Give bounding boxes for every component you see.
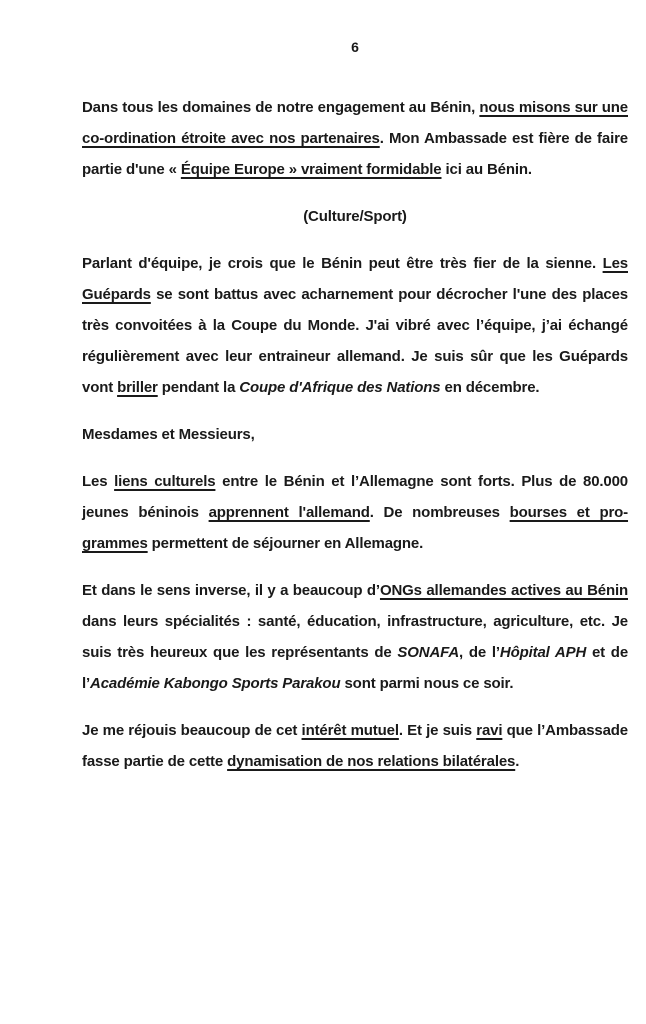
text-run: Les <box>82 473 115 490</box>
italic-text: Hôpital APH <box>499 644 587 661</box>
text-run: Parlant d'équipe, je crois que le Bénin peut être très fier de la sienne. <box>82 255 603 272</box>
text-run: Je me réjouis beaucoup de cet <box>82 722 302 739</box>
text-run: Et dans le sens inverse, il y a beaucoup d’ <box>82 582 380 599</box>
paragraph-guepards <box>82 248 628 403</box>
paragraph-salutation: Mesdames et Messieurs, <box>82 426 255 443</box>
underlined-text: nous misons sur une co-ordination étroite avec nos partenaires <box>82 99 628 147</box>
paragraph-liens-culturels <box>82 466 628 559</box>
italic-text: Coupe d'Afrique des Nations <box>239 379 441 396</box>
underlined-text: briller <box>117 379 158 396</box>
text-run: entre le Bénin et l’Allemagne sont forts. Plus de 80.000 jeunes béninois <box>82 473 628 521</box>
text-run: Dans tous les domaines de notre engagement au Bénin, <box>82 99 480 116</box>
underlined-text: ONGs allemandes actives au Bénin <box>379 582 628 599</box>
text-run: se sont battus avec acharnement pour décrocher l'une des places très convoitées à la Coupe du Monde. J'ai vibré avec l’équipe, j’ai échangé régulièrement avec leur entraineur allemand. Je suis sûr que les Guépards vont <box>82 286 628 396</box>
text-run: pendant la <box>157 379 240 396</box>
text-run: , de l’ <box>459 644 500 661</box>
section-heading: (Culture/Sport) <box>303 208 407 225</box>
text-run: sont parmi nous ce soir. <box>340 675 514 692</box>
underlined-text: liens culturels <box>114 473 216 490</box>
text-run: . Mon Ambassade est fière de faire partie d'une « <box>82 130 628 178</box>
italic-text: Académie Kabongo Sports Parakou <box>90 675 341 692</box>
text-run: en décembre. <box>440 379 540 396</box>
underlined-text: apprennent l'allemand <box>208 504 370 521</box>
text-run: . De nombreuses <box>369 504 510 521</box>
text-run: . <box>515 753 520 770</box>
underlined-text: ravi <box>476 722 503 739</box>
text-run: ici au Bénin. <box>441 161 532 178</box>
underlined-text: Équipe Europe » vraiment formidable <box>180 161 442 178</box>
underlined-text: bourses et pro-grammes <box>82 504 629 552</box>
paragraph-engagement <box>82 92 628 185</box>
underlined-text: intérêt mutuel <box>301 722 399 739</box>
text-run: et de l’ <box>82 644 629 692</box>
paragraph-interet-mutuel <box>82 715 628 777</box>
italic-text: SONAFA <box>397 644 459 661</box>
text-run: permettent de séjourner en Allemagne. <box>147 535 424 552</box>
page-number: 6 <box>351 39 359 55</box>
text-run: que l’Ambassade fasse partie de cette <box>82 722 628 770</box>
text-run: . Et je suis <box>398 722 477 739</box>
text-run: dans leurs spécialités : santé, éducation, infrastructure, agriculture, etc. Je suis très heureux que les représentants de <box>82 613 628 661</box>
underlined-text: dynamisation de nos relations bilatérales <box>227 753 516 770</box>
paragraph-ongs <box>82 575 628 699</box>
underlined-text: Les Guépards <box>82 255 628 303</box>
